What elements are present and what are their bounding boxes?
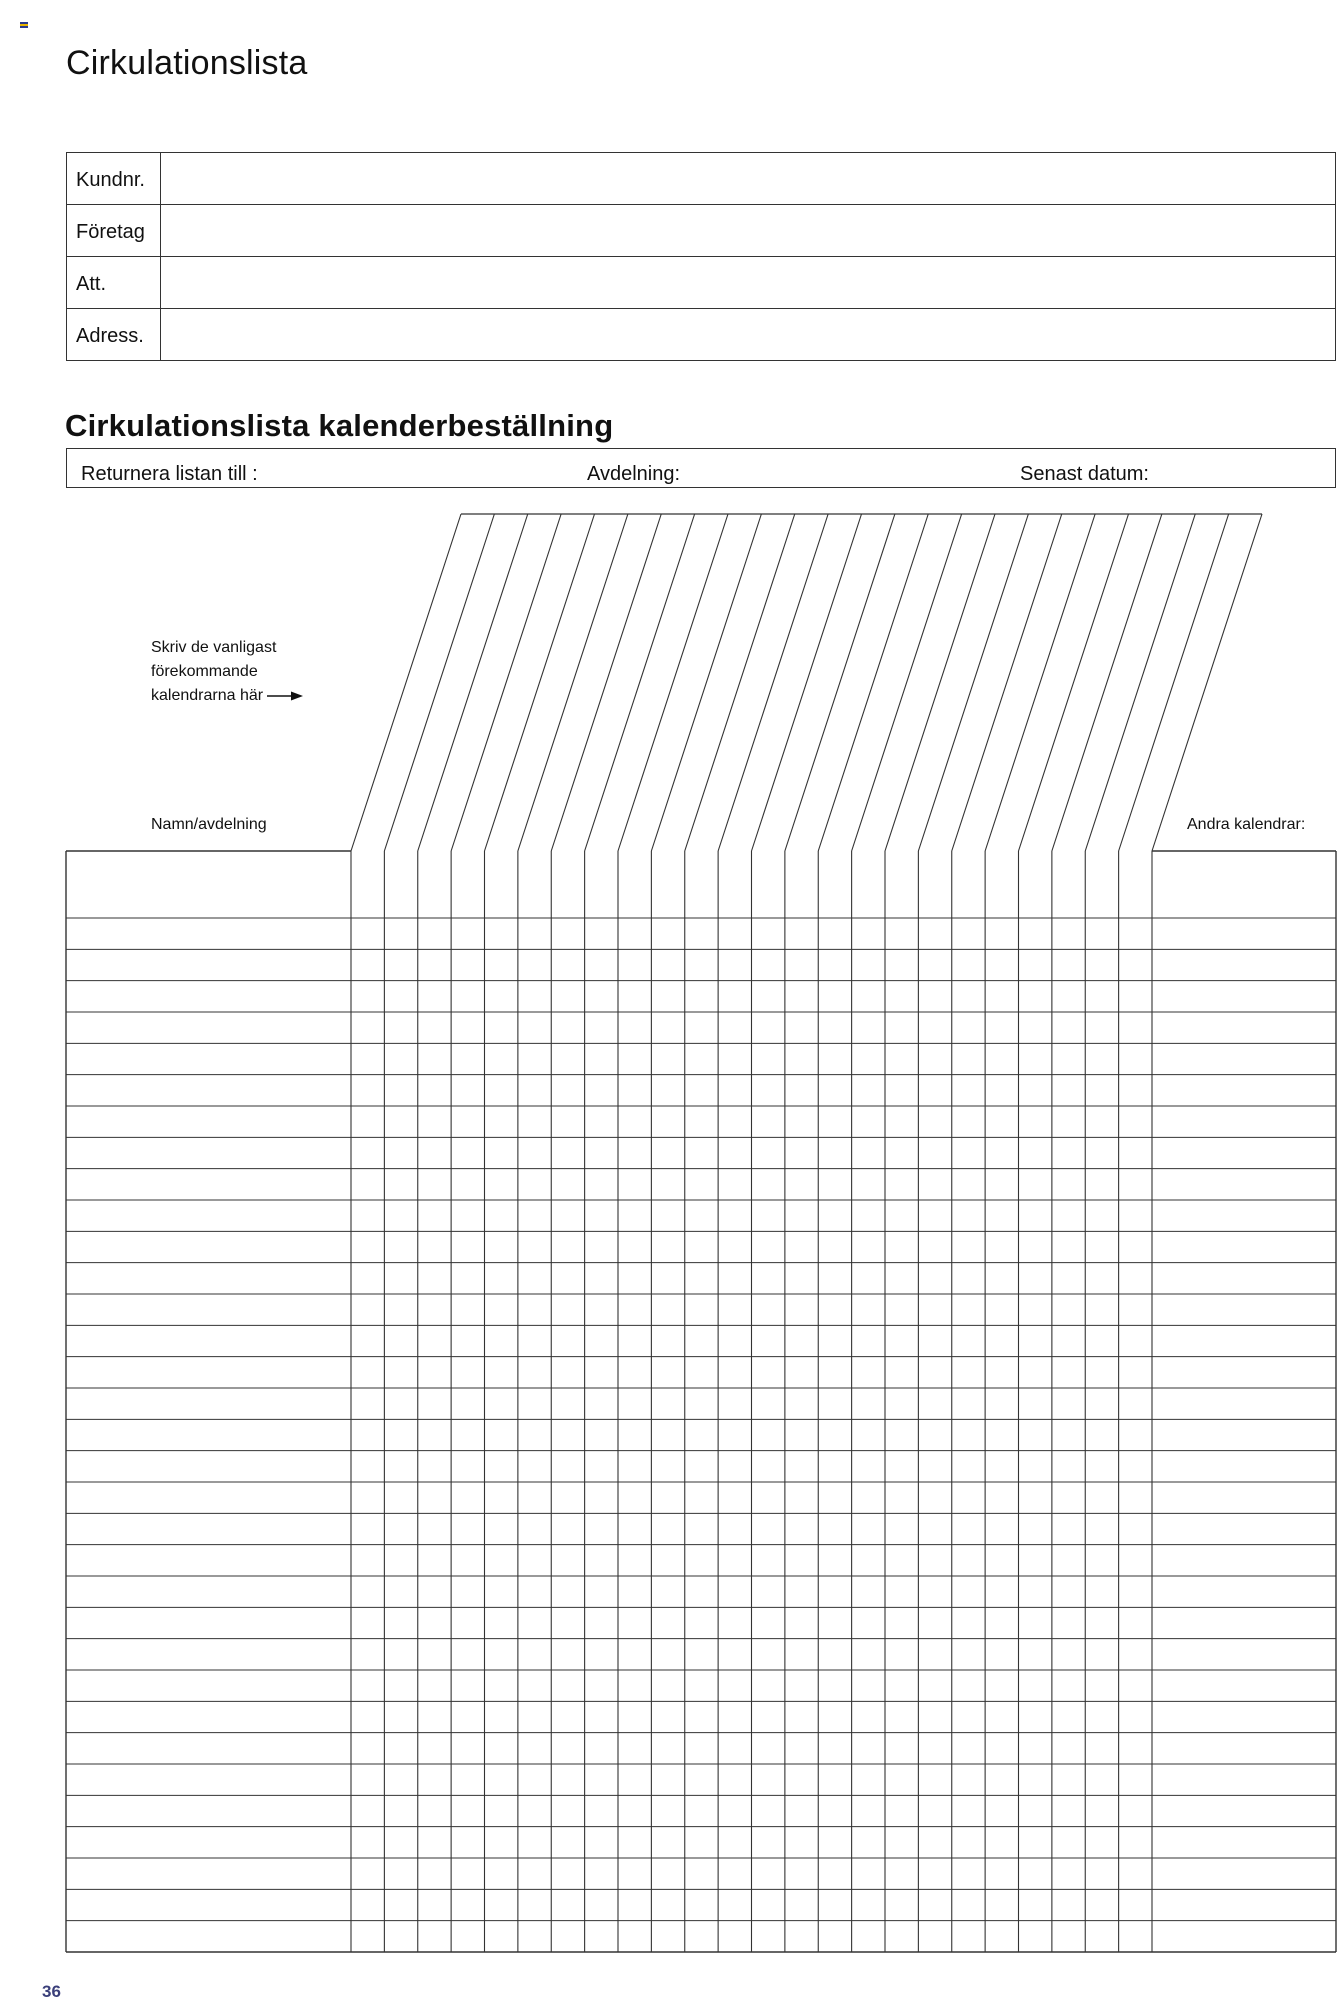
column-slant-line xyxy=(351,514,461,851)
column-slant-line xyxy=(885,514,995,851)
column-slant-line xyxy=(752,514,862,851)
column-slant-line xyxy=(651,514,761,851)
section-title: Cirkulationslista kalenderbeställning xyxy=(65,408,614,443)
page-title: Cirkulationslista xyxy=(66,44,308,82)
deadline-label: Senast datum: xyxy=(1020,463,1149,485)
column-slant-line xyxy=(384,514,494,851)
page-number: 36 xyxy=(42,1982,61,2001)
instruction-line: förekommande xyxy=(151,663,258,680)
column-slant-line xyxy=(585,514,695,851)
column-slant-line xyxy=(451,514,561,851)
column-slant-line xyxy=(818,514,928,851)
column-slant-line xyxy=(418,514,528,851)
department-label: Avdelning: xyxy=(587,463,681,485)
column-slant-line xyxy=(1152,514,1262,851)
return-to-label: Returnera listan till : xyxy=(81,463,258,485)
column-slant-line xyxy=(985,514,1095,851)
name-column-label: Namn/avdelning xyxy=(151,816,267,833)
column-slant-line xyxy=(852,514,962,851)
column-slant-line xyxy=(1052,514,1162,851)
column-slant-line xyxy=(685,514,795,851)
other-calendars-label: Andra kalendrar: xyxy=(1187,816,1306,833)
info-label: Företag xyxy=(67,205,161,257)
column-slant-line xyxy=(952,514,1062,851)
column-slant-line xyxy=(618,514,728,851)
info-label: Kundnr. xyxy=(67,153,161,205)
column-slant-line xyxy=(485,514,595,851)
column-slant-line xyxy=(551,514,661,851)
column-slant-line xyxy=(1019,514,1129,851)
instruction-line: kalendrarna här xyxy=(151,687,264,704)
info-label: Adress. xyxy=(67,309,161,361)
column-slant-line xyxy=(918,514,1028,851)
column-slant-line xyxy=(518,514,628,851)
column-slant-line xyxy=(785,514,895,851)
info-label: Att. xyxy=(67,257,161,309)
instruction-line: Skriv de vanligast xyxy=(151,639,277,656)
column-slant-line xyxy=(718,514,828,851)
column-slant-line xyxy=(1119,514,1229,851)
column-slant-line xyxy=(1085,514,1195,851)
